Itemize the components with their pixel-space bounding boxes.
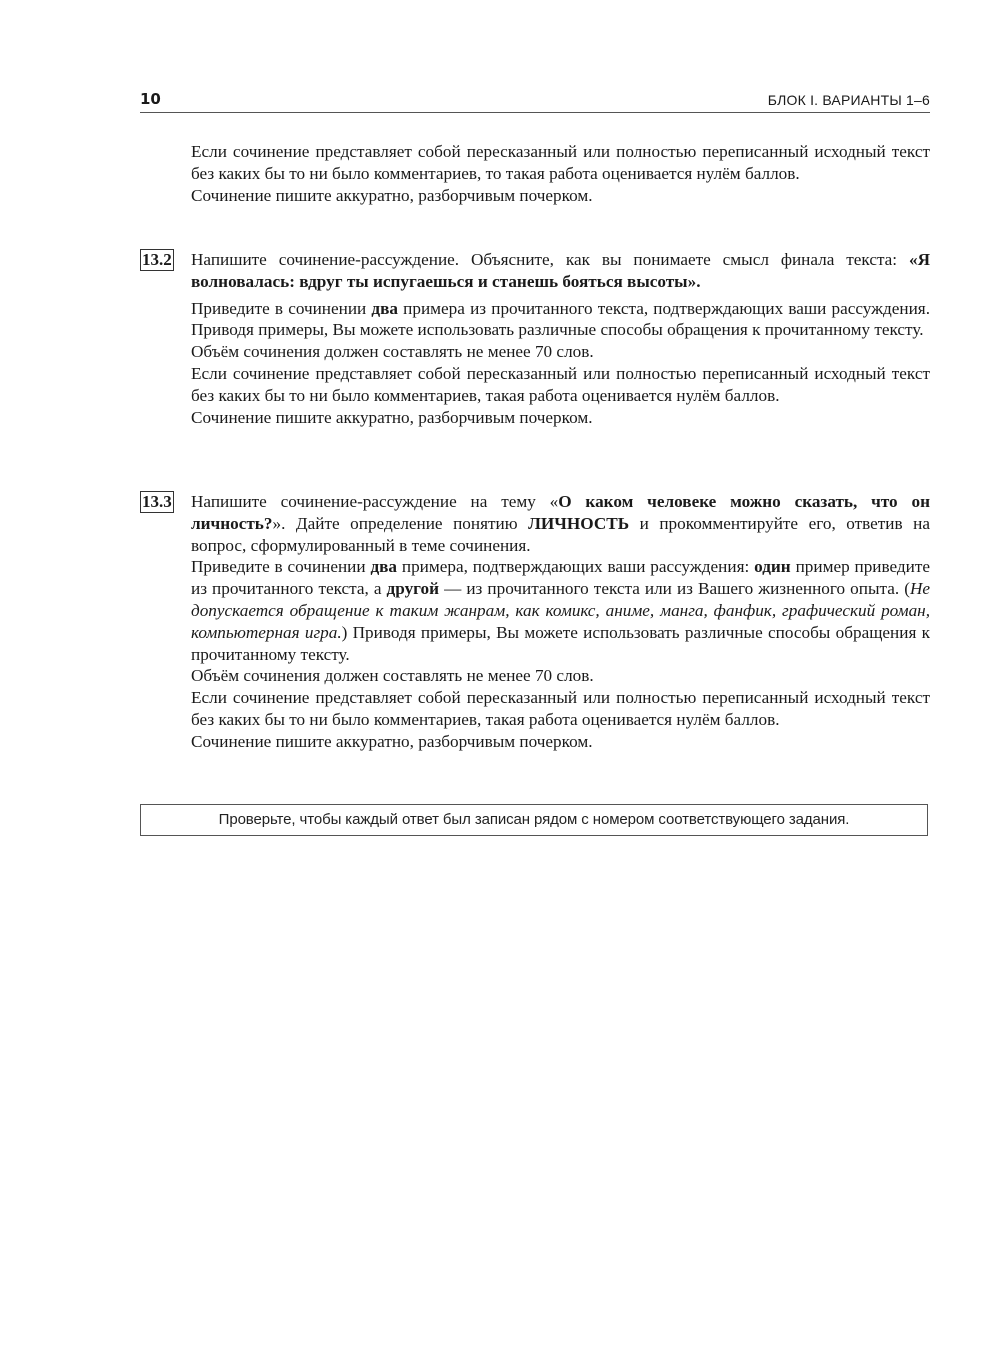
quote-text: «Я волновалась: вдруг ты испугаешься и станешь бояться высоты». <box>191 250 930 291</box>
intro-paragraph-2: Сочинение пишите аккуратно, разборчивым почерком. <box>191 185 593 205</box>
check-answers-notice: Проверьте, чтобы каждый ответ был записан рядом с номером соответствующего задания. <box>140 804 928 836</box>
task-13-2-examples <box>191 298 930 342</box>
prompt-text: Напишите сочинение-рассуждение на тему « <box>191 492 559 511</box>
task-13-2-handwriting: Сочинение пишите аккуратно, разборчивым почерком. <box>191 407 593 427</box>
task-13-3-examples <box>191 556 930 665</box>
task-13-2-prompt <box>191 249 930 293</box>
prompt-text-end: и прокомментируйте его, ответив на вопрос, сформулированный в теме сочинения. <box>191 513 930 555</box>
task-13-2 <box>140 249 930 428</box>
examples-text: Приведите в сочинении <box>191 557 371 577</box>
intro-paragraph-1: Если сочинение представляет собой пересказанный или полностью переписанный исходный текст без каких бы то ни было комментариев, то такая работа оценивается нулём баллов. <box>191 142 930 183</box>
examples-text-cont: примера из прочитанного текста, подтверждающих ваши рассуждения. Приводя примеры, Вы можете использовать различные способы обращения к прочитанному тексту. <box>191 298 931 340</box>
examples-text-cont: пример приведите из прочитанного текста, а <box>191 557 931 599</box>
task-13-2-zero-score: Если сочинение представляет собой пересказанный или полностью переписанный исходный текст без каких бы то ни было комментариев, такая работа оценивается нулём баллов. <box>191 363 930 405</box>
emphasis-text: другой <box>386 579 440 599</box>
task-13-3-zero-score: Если сочинение представляет собой пересказанный или полностью переписанный исходный текст без каких бы то ни было комментариев, такая работа оценивается нулём баллов. <box>191 688 930 729</box>
examples-text-end: ) Приводя примеры, Вы можете использовать различные способы обращения к прочитанному тексту. <box>191 622 930 664</box>
task-number-badge: 13.2 <box>142 250 172 269</box>
examples-text: Приведите в сочинении <box>191 298 372 318</box>
intro-section <box>191 141 930 206</box>
task-number-badge: 13.3 <box>142 492 172 511</box>
term-text: ЛИЧНОСТЬ <box>528 513 630 533</box>
page-number: 10 <box>140 90 161 108</box>
emphasis-text: два <box>370 557 398 577</box>
task-13-3-prompt <box>191 491 930 556</box>
task-13-2-length: Объём сочинения должен составлять не менее 70 слов. <box>191 342 594 362</box>
prompt-text-cont: ». Дайте определение понятию <box>272 513 529 533</box>
task-13-3-handwriting: Сочинение пишите аккуратно, разборчивым почерком. <box>191 731 593 751</box>
examples-text-cont: — из прочитанного текста или из Вашего жизненного опыта. ( <box>439 579 910 599</box>
task-13-3-length: Объём сочинения должен составлять не менее 70 слов. <box>191 666 594 686</box>
examples-text-cont: примера, подтверждающих ваши рассуждения: <box>397 557 755 577</box>
emphasis-text: один <box>754 557 791 577</box>
emphasis-text: два <box>371 298 398 318</box>
running-head: БЛОК I. ВАРИАНТЫ 1–6 <box>767 92 930 108</box>
genre-restriction-text: Не допускается обращение к таким жанрам, как комикс, аниме, манга, фанфик, графический роман, компьютерная игра. <box>191 579 930 642</box>
task-13-3 <box>140 491 930 753</box>
topic-text: О каком человеке можно сказать, что он личность? <box>191 492 930 533</box>
page-header <box>140 88 930 113</box>
prompt-text: Напишите сочинение-рассуждение. Объясните, как вы понимаете смысл финала текста: <box>191 250 909 269</box>
